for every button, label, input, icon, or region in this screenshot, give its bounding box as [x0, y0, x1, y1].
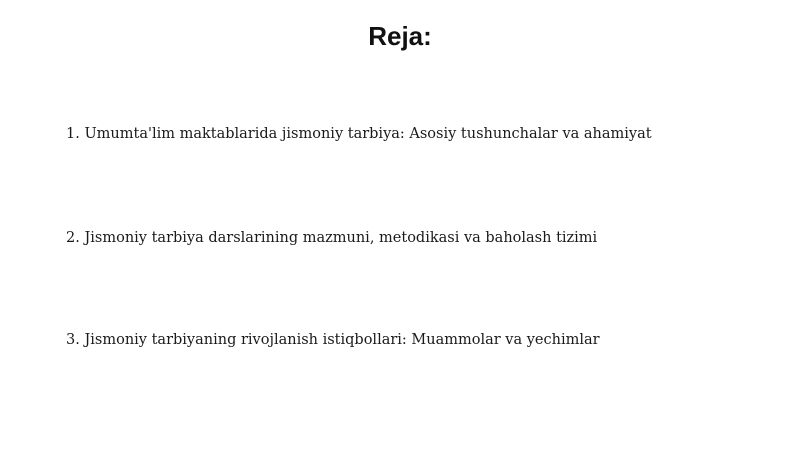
plan-item-3: 3. Jismoniy tarbiyaning rivojlanish istiqbollari: Muammolar va yechimlar: [66, 332, 600, 348]
plan-item-2: 2. Jismoniy tarbiya darslarining mazmuni, metodikasi va baholash tizimi: [66, 230, 598, 246]
plan-item-1: 1. Umumta'lim maktablarida jismoniy tarbiya: Asosiy tushunchalar va ahamiyat: [66, 126, 652, 142]
slide-title: Reja:: [368, 21, 432, 51]
